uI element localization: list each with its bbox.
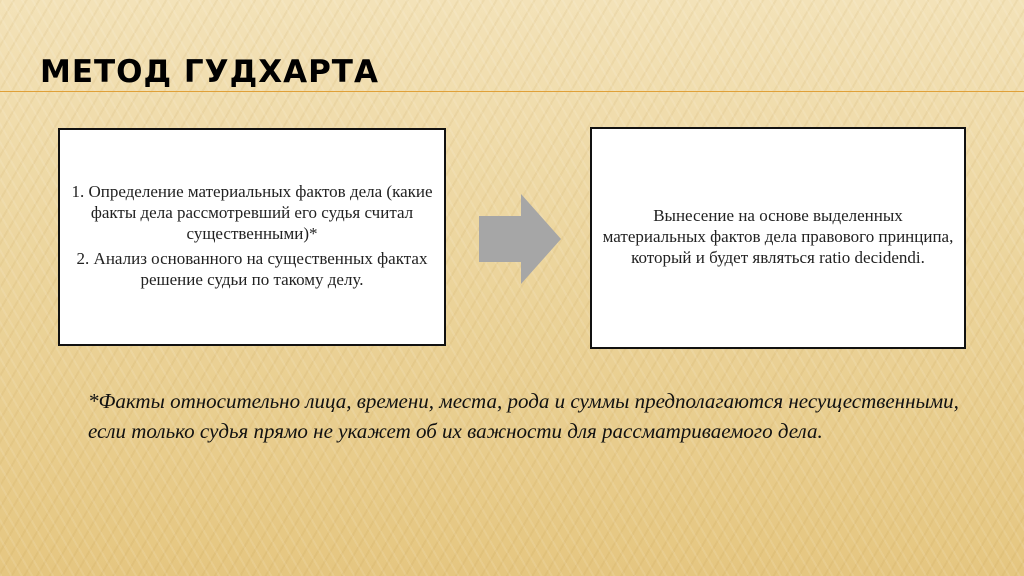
slide-title: МЕТОД ГУДХАРТА: [40, 54, 379, 90]
step-1-text: 1. Определение материальных фактов дела (какие факты дела рассмотревший его судья считал существенными)*: [71, 181, 433, 243]
title-underline: [0, 91, 1024, 92]
result-text: Вынесение на основе выделенных материальных фактов дела правового принципа, который и будет являться ratio decidendi.: [602, 205, 954, 267]
step-2-text: 2. Анализ основанного на существенных фактах решение судьи по такому делу.: [76, 248, 428, 289]
footnote: *Факты относительно лица, времени, места, рода и суммы предполагаются несущественными, если только судья прямо не укажет об их важности для рассматриваемого дела.: [88, 389, 959, 443]
right-arrow-icon: [479, 194, 561, 284]
step-analysis-box: [58, 128, 446, 346]
result-box: [590, 127, 966, 349]
